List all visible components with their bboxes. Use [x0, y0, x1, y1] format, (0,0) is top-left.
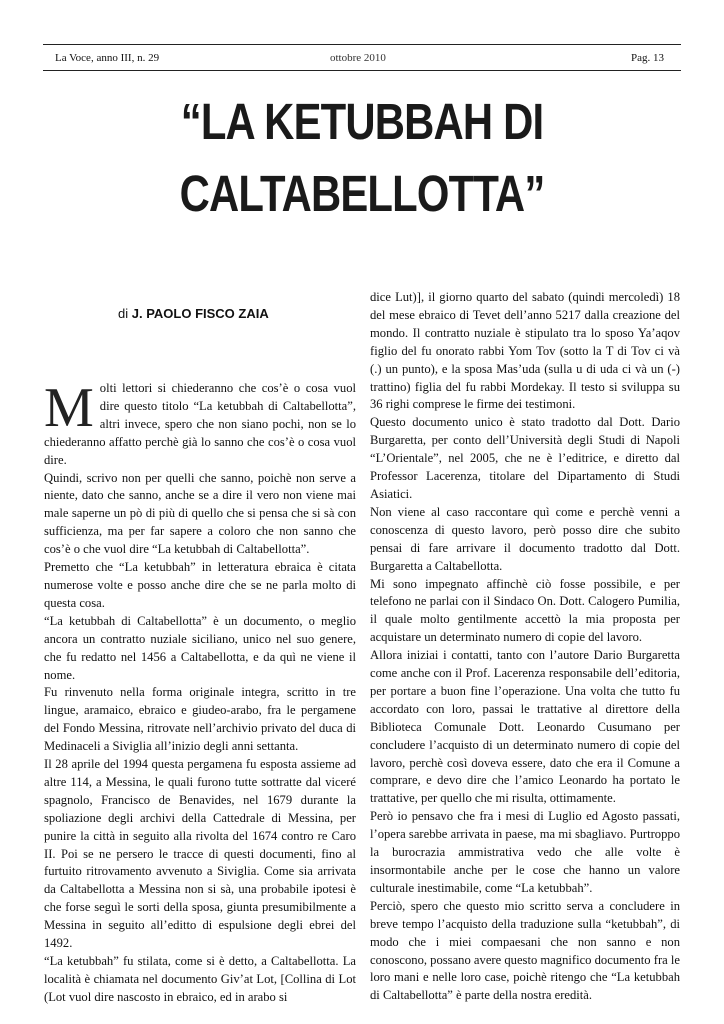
title-line-1: “LA KETUBBAH DI	[180, 93, 544, 150]
paragraph	[44, 377, 356, 470]
paragraph: “La ketubbah” fu stilata, come si è detto, a Caltabellotta. La località è chiamata nel documento Giv’at Lot, [Collina di Lot (Lot vuol dire nascosto in ebraico, ed in arabo si	[44, 954, 356, 1004]
issue-date: ottobre 2010	[330, 52, 386, 64]
article-title	[65, 86, 659, 230]
drop-cap: M	[44, 377, 94, 439]
right-column	[370, 289, 680, 1005]
header-rule-bottom	[43, 70, 681, 71]
paragraph: Però io pensavo che fra i mesi di Luglio ed Agosto passati, l’opera sarebbe arrivata in paese, ma mi sbagliavo. Purtroppo la burocrazia ammistrativa vedo che alle volte è insormontabile anche per le cose che hanno un valore culturale inestimabile, come “La ketubbah”.	[370, 809, 680, 895]
paragraph: Premetto che “La ketubbah” in letteratura ebraica è citata numerose volte e posso anche dire che se ne parla molto di questa cosa.	[44, 560, 356, 610]
paragraph: “La ketubbah di Caltabellotta” è un documento, o meglio ancora un contratto nuziale siciliano, unico nel suo genere, che fu redatto nel 1456 a Caltabellotta, e da quì ne viene il nome.	[44, 613, 356, 682]
header-rule-top	[43, 44, 681, 45]
paragraph: Fu rinvenuto nella forma originale integra, scritto in tre lingue, aramaico, ebraico e giudeo-arabo, fra le pergamene del Fondo Messina, ritrovate nell’archivio privato del duca di Medinaceli a Siviglia all’inizio degli anni settanta.	[44, 685, 356, 754]
paragraph-text: olti lettori si chiederanno che cos’è o cosa vuol dire questo titolo “La ketubbah di Caltabellotta”, altri invece, spero che non siano pochi, non se lo chiederanno affatto perchè già lo sanno che cos’è o cosa vuol dire.	[44, 381, 356, 467]
byline-prefix: di	[118, 306, 129, 321]
publication-info: La Voce, anno III, n. 29	[55, 52, 160, 64]
author-name: J. PAOLO FISCO ZAIA	[131, 306, 269, 321]
title-line-2: CALTABELLOTTA”	[179, 165, 545, 222]
paragraph: Quindi, scrivo non per quelli che sanno, poichè non serve a niente, dato che sanno, anche se a dire il vero non viene mai male saperne un pò di più di quello che si pensa che si sà con sufficienza, ma per far sapere a coloro che non sanno che cos’è o che vuol dire “La ketubbah di Caltabellotta”.	[44, 470, 356, 557]
left-column	[44, 377, 356, 1007]
paragraph: Non viene al caso raccontare quì come e perchè venni a conoscenza di questo lavoro, però posso dire che subito pensai di fare arrivare il documento tradotto dal Dott. Burgaretta a Caltabellotta.	[370, 504, 680, 573]
paragraph: Il 28 aprile del 1994 questa pergamena fu esposta assieme ad altre 114, a Messina, le quali furono tutte sottratte dal viceré spagnolo, Francisco de Benavides, nel 1679 durante la spoliazione degli archivi della Cattedrale di Messina, per punire la città in seguito alla rivolta del 1674 contro re Caro II. Poi se ne persero le tracce di questi documenti, fino al furtuito ritrovamento avvenuto a Siviglia. Come sia arrivata da Caltabellotta a Messina non si sà, una probabile ipotesi è che forse seguì le sorti della sposa, giunta presumibilmente a Messina in seguito all’editto di espulsione degli ebrei del 1492.	[44, 757, 356, 951]
paragraph: Perciò, spero che questo mio scritto serva a concludere in breve tempo l’acquisto della traduzione sulla “ketubbah”, di modo che i miei compaesani che non sanno e non conoscono, possano avere questo magnifico documento fra le loro mani e nelle loro case, poichè ritengo che “La ketubbah di Caltabellotta” è parte della nostra eredità.	[370, 898, 680, 1003]
paragraph: Allora iniziai i contatti, tanto con l’autore Dario Burgaretta come anche con il Prof. Lacerenza responsabile dell’editoria, per portare a buon fine l’operazione. Una volta che tutto fu accordato con loro, passai le trattative al direttore della Biblioteca Comunale Dott. Leonardo Cusumano per concludere l’acquisto di un determinato numero di copie del lavoro, perchè così doveva essere, dato che era il Comune a comprare, e devo dire che l’amico Leonardo ha portato le trattative, per quello che mi risulta, ottimamente.	[370, 648, 680, 806]
paragraph: dice Lut)], il giorno quarto del sabato (quindi mercoledì) 18 del mese ebraico di Tevet dell’anno 5217 dalla creazione del mondo. Il contratto nuziale è stipulato tra lo sposo Ya’aqov figlio del fu onorato rabbi Yom Tov (sotto la T di Tov ci và (.) un punto), e la sposa Mas’uda (sulla u di uda ci và un (-) trattino) figlia del fu rabbi Mordekay. Il testo si sviluppa su 36 righi comprese le firme dei testimoni.	[370, 290, 680, 412]
paragraph: Mi sono impegnato affinchè ciò fosse possibile, e per telefono ne parlai con il Sindaco On. Dott. Calogero Pumilia, il quale molto gentilmente accettò la mia proposta per acquistare un determinato numero di copie del lavoro.	[370, 576, 680, 645]
byline	[118, 306, 269, 321]
page-number: Pag. 13	[631, 52, 664, 64]
paragraph: Questo documento unico è stato tradotto dal Dott. Dario Burgaretta, per conto dell’Università degli Studi di Napoli “L’Orientale”, nel 2005, che ne è l’editrice, e diretto dal Professor Lacerenza, titolare del Dipartamento di Studi Asiatici.	[370, 415, 680, 501]
